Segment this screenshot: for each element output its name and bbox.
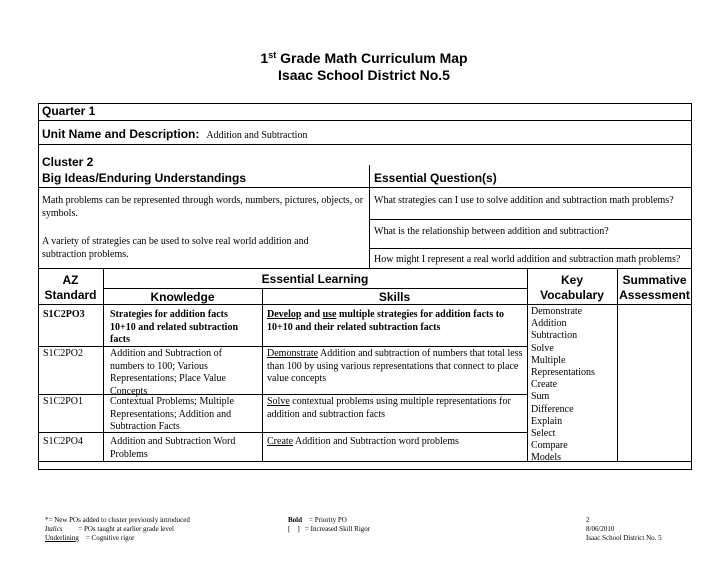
legend-brackets-text: = Increased Skill Rigor <box>304 525 371 533</box>
row-4-standard: S1C2PO4 <box>43 436 84 447</box>
divider-bigideas-questions <box>369 165 370 268</box>
quarter-label: Quarter 1 <box>42 104 96 118</box>
divider-essential-q3 <box>369 248 692 249</box>
vocab-item: Demonstrate <box>531 306 583 317</box>
row-1-skill-mid: and <box>301 309 323 320</box>
legend-brackets: [ ] = Increased Skill Rigor <box>288 525 371 533</box>
header-summative-line2: Assessment <box>619 288 690 302</box>
header-vocab-line2: Vocabulary <box>540 288 604 302</box>
header-az-standard <box>38 273 103 303</box>
header-az-line1: AZ <box>62 273 79 287</box>
divider-table-top <box>38 268 692 269</box>
row-1-skill-rest: multiple strategies for addition facts to 10+10 and their related subtraction facts <box>267 309 505 333</box>
vocab-item: Solve <box>531 342 554 354</box>
essential-question-1: What strategies can I use to solve addition and subtraction math problems? <box>374 195 674 206</box>
divider-col-knowledge <box>262 288 263 461</box>
legend-right <box>586 516 662 543</box>
title-grade: 1 <box>260 50 269 66</box>
row-2-skill-verb: Demonstrate <box>267 348 319 359</box>
page-number: 2 <box>586 516 590 524</box>
unit-value: Addition and Subtraction <box>206 130 308 141</box>
row-4-skill-rest: Addition and Subtraction word problems <box>293 436 459 447</box>
vocab-item: Multiple <box>531 354 566 366</box>
row-3-knowledge: Contextual Problems; Multiple Representations; Addition and Subtraction Facts <box>110 396 234 432</box>
legend-italics: Italics = POs taught at earlier grade level <box>45 525 174 533</box>
vocab-item: Select <box>531 428 556 440</box>
legend-mid <box>288 516 370 534</box>
header-vocab-line1: Key <box>560 273 583 287</box>
row-2-standard: S1C2PO2 <box>43 348 84 359</box>
row-1-knowledge: Strategies for addition facts 10+10 and related subtraction facts <box>110 309 239 345</box>
vocabulary-list <box>531 306 615 465</box>
row-1-skill-verb-2: use <box>322 309 337 320</box>
row-4-knowledge: Addition and Subtraction Word Problems <box>110 436 236 460</box>
district-name: Isaac School District No.5 <box>278 67 450 83</box>
vocab-item: Sum <box>531 391 550 403</box>
vocab-item: Compare <box>531 440 568 452</box>
row-3-standard: S1C2PO1 <box>43 396 84 407</box>
essential-questions-heading: Essential Question(s) <box>374 171 497 185</box>
vocab-item: Models <box>531 452 561 464</box>
big-idea-1: Math problems can be represented through words, numbers, pictures, objects, or symbols. <box>42 195 364 219</box>
vocab-item: Difference <box>531 403 574 415</box>
row-1-standard: S1C2PO3 <box>43 309 85 320</box>
row-3-skills <box>267 396 523 421</box>
divider-essential-learning <box>103 288 527 289</box>
big-ideas-heading: Big Ideas/Enduring Understandings <box>42 171 247 185</box>
header-knowledge: Knowledge <box>150 290 215 304</box>
legend-bold: Bold = Priority PO <box>288 516 347 524</box>
divider-essential-q2 <box>369 219 692 220</box>
divider-unit <box>38 144 692 145</box>
essential-question-2: What is the relationship between addition and subtraction? <box>374 226 609 237</box>
row-2-skill-rest: Addition and subtraction of numbers that total less than 100 by using various representations that connect to place value concepts <box>267 348 523 384</box>
row-4-skills <box>267 436 523 449</box>
legend-italics-text: = POs taught at earlier grade level <box>78 525 174 533</box>
legend-underlining-text: = Cognitive rigor <box>85 534 135 542</box>
big-idea-2: A variety of strategies can be used to solve real world addition and subtraction problems. <box>42 236 309 260</box>
unit-label: Unit Name and Description: <box>42 127 200 141</box>
vocab-item: Representations <box>531 367 595 379</box>
divider-bigideas-header <box>38 187 692 188</box>
row-2-knowledge: Addition and Subtraction of numbers to 100; Various Representations; Place Value Concepts <box>110 348 226 397</box>
footer-date: 8/06/2010 <box>586 525 615 533</box>
legend-left <box>45 516 190 543</box>
title-superscript: st <box>268 50 277 60</box>
legend-underlining: Underlining = Cognitive rigor <box>45 534 135 542</box>
vocab-item: Subtraction <box>531 330 578 342</box>
title-text: Grade Math Curriculum Map <box>276 50 468 66</box>
row-3-skill-rest: contextual problems using multiple representations for addition and subtraction facts <box>267 396 511 420</box>
legend-bold-text: = Priority PO <box>309 516 347 524</box>
row-3-skill-verb: Solve <box>267 396 290 407</box>
page-title <box>0 50 728 84</box>
row-4-skill-verb: Create <box>267 436 294 447</box>
row-1-skills <box>267 309 517 334</box>
header-summative-assessment <box>617 273 692 303</box>
header-key-vocabulary <box>527 273 617 303</box>
legend-new-pos: *= New POs added to cluster previously introduced <box>45 516 190 524</box>
vocab-item: Explain <box>531 415 563 427</box>
vocab-item: Create <box>531 379 558 391</box>
footer-district: Isaac School District No. 5 <box>586 534 662 542</box>
row-1-skill-verb-1: Develop <box>267 309 302 320</box>
row-2-skills <box>267 348 523 386</box>
cluster-label: Cluster 2 <box>42 155 94 169</box>
header-skills: Skills <box>378 290 411 304</box>
header-summative-line1: Summative <box>622 273 687 287</box>
header-essential-learning: Essential Learning <box>261 272 369 286</box>
unit-row <box>42 125 307 143</box>
header-az-line2: Standard <box>44 288 97 302</box>
essential-question-3: How might I represent a real world addition and subtraction math problems? <box>374 254 681 265</box>
divider-quarter <box>38 120 692 121</box>
vocab-item: Addition <box>531 318 567 330</box>
